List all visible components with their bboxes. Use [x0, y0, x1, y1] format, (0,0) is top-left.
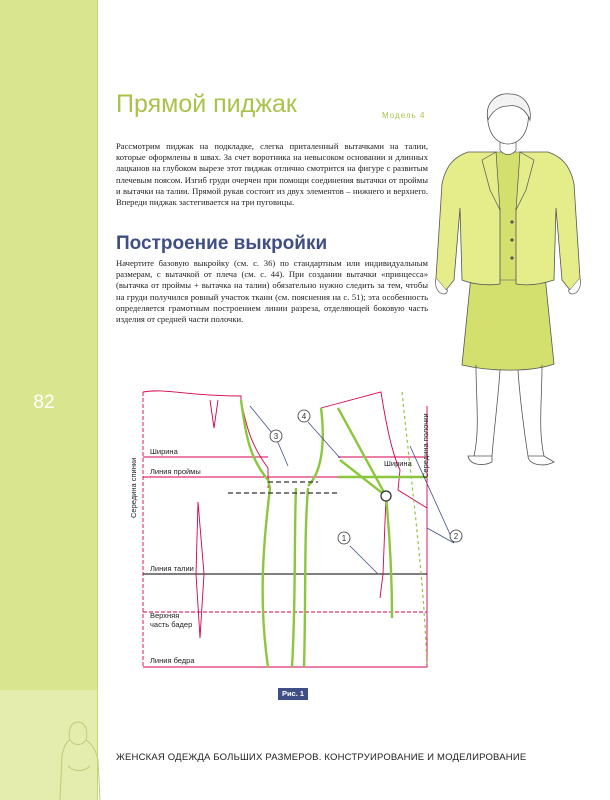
width-label-right: Ширина	[384, 459, 412, 468]
waist-line-label: Линия талии	[150, 564, 194, 573]
corner-figure-illustration	[56, 716, 104, 800]
book-footer-title: ЖЕНСКАЯ ОДЕЖДА БОЛЬШИХ РАЗМЕРОВ. КОНСТРУИРОВАНИЕ И МОДЕЛИРОВАНИЕ	[116, 752, 527, 763]
leader-4	[308, 422, 340, 458]
front-waist-dart	[380, 496, 386, 598]
front-outline	[321, 392, 427, 508]
page-number: 82	[33, 392, 55, 413]
center-front-label: Середина полочки	[421, 413, 430, 478]
bust-point-marker	[381, 491, 391, 501]
figure-caption: Рис. 1	[278, 688, 308, 700]
marker-2: 2	[453, 532, 459, 541]
center-back-label: Середина спинки	[129, 457, 138, 518]
marker-1: 1	[341, 534, 347, 543]
jacket-model-illustration	[432, 90, 582, 480]
leader-3b	[276, 438, 288, 466]
front-side-seam	[304, 488, 308, 667]
construction-paragraph: Начертите базовую выкройку (см. с. 36) по стандартным или индивидуальным размерам, с вытачкой от плеча (см. с. 44). При создании вытачки «принцесса» (вытачка от проймы + вытачка на талии) обязательно нужно следить за тем, чтобы на груди получился ровный участок ткани (см. пояснения на с. 51); эта особенность определяется грамотным построением линии разреза, отделяющей боковую часть изделия от средней части полочки.	[116, 258, 428, 325]
hip-line-label: Линия бедра	[150, 656, 195, 665]
neckline-dart	[338, 408, 386, 496]
marker-3: 3	[273, 432, 279, 441]
upper-hip-label-1: Верхняя	[150, 611, 180, 620]
marker-4: 4	[301, 412, 307, 421]
pattern-drawing	[128, 378, 459, 678]
front-princess-seam	[386, 496, 392, 618]
model-label: Модель 4	[382, 111, 426, 120]
upper-hip-label-2: часть бадер	[150, 620, 193, 629]
armhole-line-label: Линия проймы	[150, 467, 201, 476]
back-shoulder-dart	[210, 400, 218, 428]
back-side-seam	[241, 400, 270, 667]
back-waist-dart	[196, 502, 204, 638]
width-label-left: Ширина	[150, 447, 178, 456]
leader-1	[350, 546, 378, 574]
side-panel-seam	[292, 488, 296, 667]
page-title: Прямой пиджак	[116, 90, 297, 118]
section-heading: Построение выкройки	[116, 233, 328, 254]
intro-paragraph: Рассмотрим пиджак на подкладке, слегка приталенный вытачками на талии, которые оформлены в швах. За счет воротника на невысоком основании и длинных лацканов на глубоком вырезе этот пиджак отлично смотрится на фигуре с развитым плечевым поясом. Изгиб груди очерчен при помощи соединения вытачки от проймы и вытачки на талии. Прямой рукав состоит из двух элементов – нижнего и верхнего. Впереди пиджак застегивается на три пуговицы.	[116, 141, 428, 208]
leader-2b	[410, 446, 454, 543]
front-armhole	[308, 408, 323, 486]
page-edge-line	[97, 0, 98, 800]
